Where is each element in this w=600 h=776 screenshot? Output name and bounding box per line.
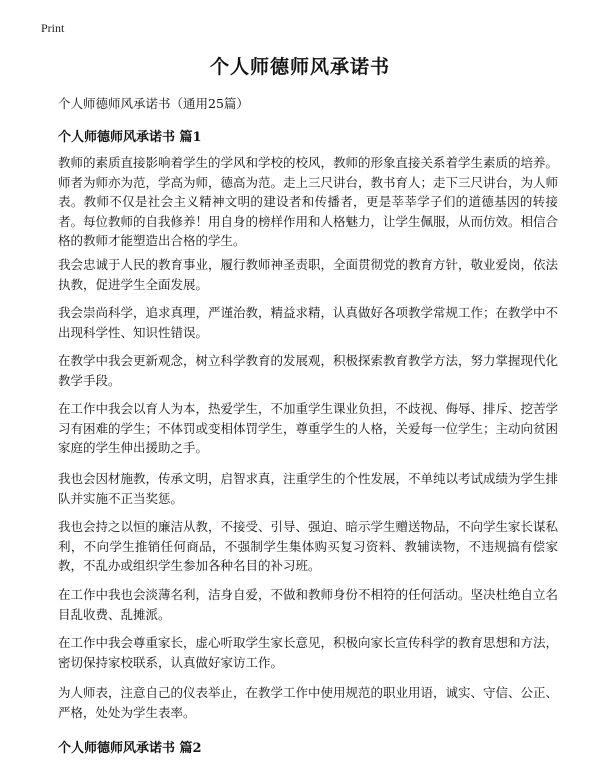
- paragraph: 为人师表，注意自己的仪表举止，在教学工作中使用规范的职业用语，诚实、守信、公正、严格，处处为学生表率。: [58, 685, 559, 720]
- paragraph: 在工作中我会尊重家长，虚心听取学生家长意见，积极向家长宣传科学的教育思想和方法，密切保持家校联系，认真做好家访工作。: [58, 635, 559, 670]
- paragraph: 我也会持之以恒的廉洁从教，不接受、引导、强迫、暗示学生赠送物品，不向学生家长谋私利，不向学生推销任何商品，不强制学生集体购买复习资料、教辅读物，不违规搞有偿家教，不乱办或组织学生参加各种名目的补习班。: [58, 519, 559, 573]
- paragraph: 教师的素质直接影响着学生的学风和学校的校风，教师的形象直接关系着学生素质的培养。师者为师亦为范，学高为师，德高为范。走上三尺讲台，教书育人；走下三尺讲台，为人师表。教师不仅是社会主义精神文明的建设者和传播者，更是莘莘学子们的道德基因的转接者。每位教师的自我修养！用自身的榜样作用和人格魅力，让学生佩服，从而仿效。相信合格的教师才能塑造出合格的学生。: [58, 155, 559, 248]
- paragraph: 我会崇尚科学，追求真理，严谨治教，精益求精，认真做好各项教学常规工作；在教学中不出现科学性、知识性错误。: [58, 305, 559, 340]
- page-title: 个人师德师风承诺书: [209, 56, 390, 78]
- paragraph: 在工作中我会以育人为本，热爱学生，不加重学生课业负担，不歧视、侮辱、排斥、挖苦学习有困难的学生；不体罚或变相体罚学生，尊重学生的人格，关爱每一位学生；主动向贫困家庭的学生伸出援助之手。: [58, 401, 559, 455]
- paragraph: 在教学中我会更新观念，树立科学教育的发展观，积极探索教育教学方法，努力掌握现代化教学手段。: [58, 353, 559, 388]
- paragraph: 在工作中我也会淡薄名利，洁身自爱，不做和教师身份不相符的任何活动。坚决杜绝自立名目乱收费、乱摊派。: [58, 587, 559, 622]
- paragraph: 我会忠诚于人民的教育事业，履行教师神圣责职，全面贯彻党的教育方针，敬业爱岗，依法执教，促进学生全面发展。: [58, 257, 559, 292]
- section-heading-1: 个人师德师风承诺书 篇1: [58, 130, 202, 145]
- section-heading-2: 个人师德师风承诺书 篇2: [58, 741, 202, 756]
- document-subtitle: 个人师德师风承诺书（通用25篇）: [58, 96, 249, 111]
- print-link[interactable]: Print: [41, 21, 65, 35]
- paragraph: 我也会因材施教，传承文明，启智求真，注重学生的个性发展，不单纯以考试成绩为学生排队并实施不正当奖惩。: [58, 471, 559, 506]
